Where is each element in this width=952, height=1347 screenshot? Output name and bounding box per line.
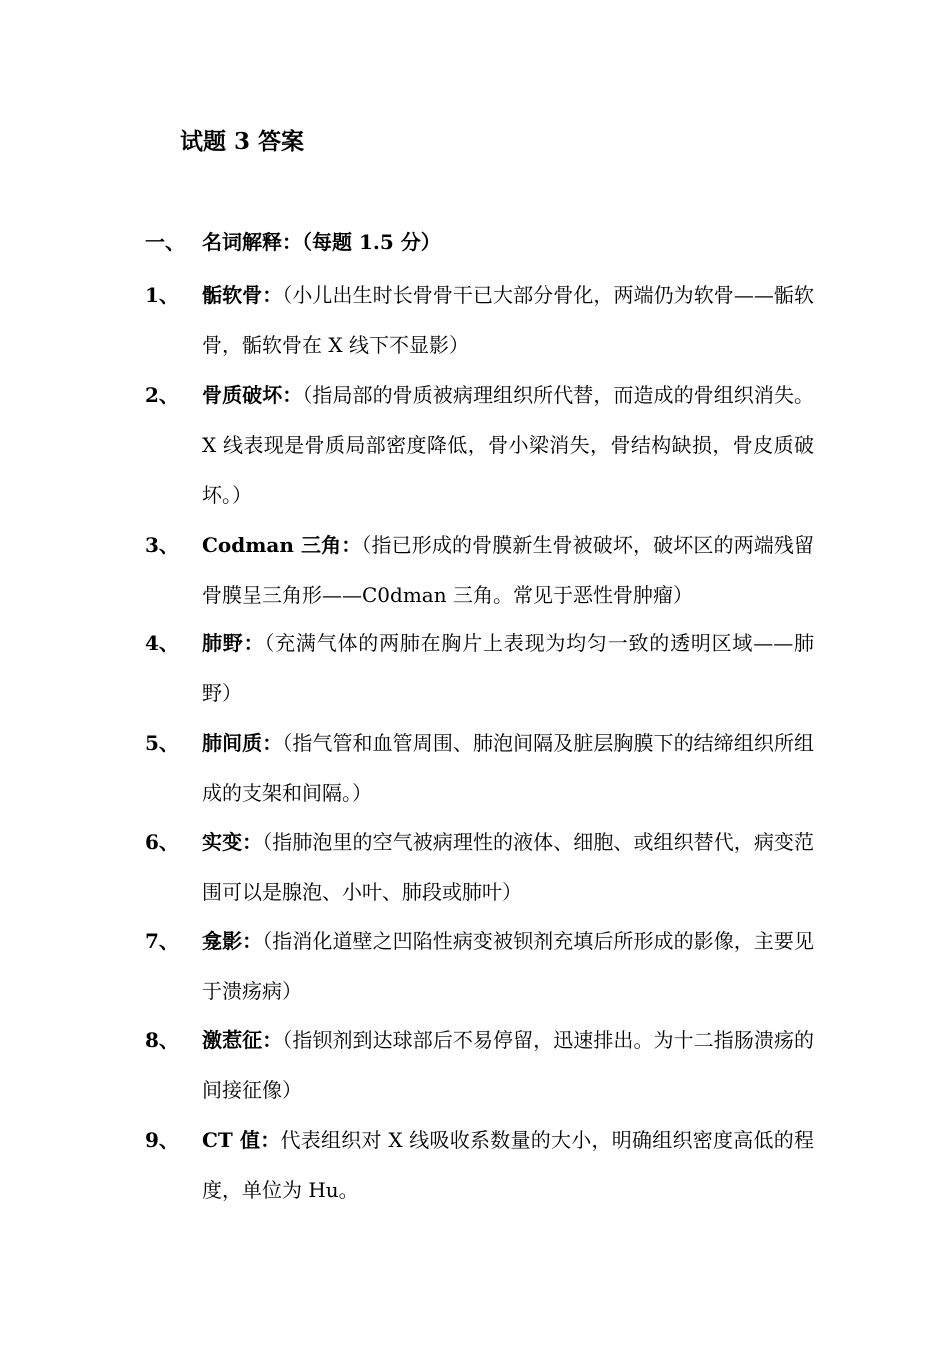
- list-item: [145, 270, 815, 370]
- item-body: [202, 370, 814, 520]
- item-number: 9、: [145, 1128, 179, 1152]
- item-body: [202, 1015, 814, 1115]
- item-body: [202, 618, 814, 718]
- item-term: Codman 三角：: [202, 533, 362, 557]
- item-text: （指已形成的骨膜新生骨被破坏，破坏区的两端残留骨膜呈三角形——C0dman 三角。常见于恶性骨肿瘤）: [202, 533, 815, 607]
- item-body: [202, 916, 814, 1016]
- list-item: [145, 718, 815, 818]
- item-text: （指消化道壁之凹陷性病变被钡剂充填后所形成的影像，主要见于溃疡病）: [202, 929, 815, 1003]
- item-term: 骨质破坏：: [202, 383, 303, 407]
- section-number: 一、: [145, 230, 185, 254]
- item-text: 代表组织对 X 线吸收系数量的大小，明确组织密度高低的程度，单位为 Hu。: [202, 1128, 815, 1202]
- item-text: （指气管和血管周围、肺泡间隔及脏层胸膜下的结缔组织所组成的支架和间隔。）: [202, 731, 815, 805]
- list-item: [145, 1115, 815, 1215]
- item-number: 1、: [145, 283, 179, 307]
- item-text: （小儿出生时长骨骨干已大部分骨化，两端仍为软骨——骺软骨，骺软骨在 X 线下不显影）: [202, 283, 815, 357]
- item-body: [202, 817, 814, 917]
- item-body: [202, 520, 814, 620]
- item-text: （指局部的骨质被病理组织所代替，而造成的骨组织消失。X 线表现是骨质局部密度降低，骨小梁消失，骨结构缺损，骨皮质破坏。）: [202, 383, 815, 507]
- section-heading-text: 名词解释：（每题 1.5 分）: [202, 230, 441, 254]
- item-text: （指肺泡里的空气被病理性的液体、细胞、或组织替代，病变范围可以是腺泡、小叶、肺段或肺叶）: [202, 830, 815, 904]
- item-number: 2、: [145, 383, 179, 407]
- item-term: 激惹征：: [202, 1028, 283, 1052]
- list-item: [145, 1015, 815, 1115]
- item-number: 7、: [145, 929, 179, 953]
- list-item: [145, 817, 815, 917]
- list-item: [145, 520, 815, 620]
- page-title: 试题 3 答案: [180, 128, 305, 155]
- item-term: 肺间质：: [202, 731, 283, 755]
- item-term: CT 值：: [202, 1128, 281, 1152]
- item-number: 6、: [145, 830, 179, 854]
- item-body: [202, 1115, 814, 1215]
- item-body: [202, 270, 814, 370]
- item-term: 实变：: [202, 830, 263, 854]
- item-body: [202, 718, 814, 818]
- item-number: 8、: [145, 1028, 179, 1052]
- item-term: 龛影：: [202, 929, 263, 953]
- list-item: [145, 618, 815, 718]
- item-number: 4、: [145, 631, 179, 655]
- item-number: 3、: [145, 533, 179, 557]
- item-number: 5、: [145, 731, 179, 755]
- list-item: [145, 916, 815, 1016]
- item-term: 肺野：: [202, 631, 265, 655]
- list-item: [145, 370, 815, 520]
- item-text: （充满气体的两肺在胸片上表现为均匀一致的透明区域——肺野）: [202, 631, 815, 705]
- item-text: （指钡剂到达球部后不易停留，迅速排出。为十二指肠溃疡的间接征像）: [202, 1028, 815, 1102]
- item-term: 骺软骨：: [202, 283, 283, 307]
